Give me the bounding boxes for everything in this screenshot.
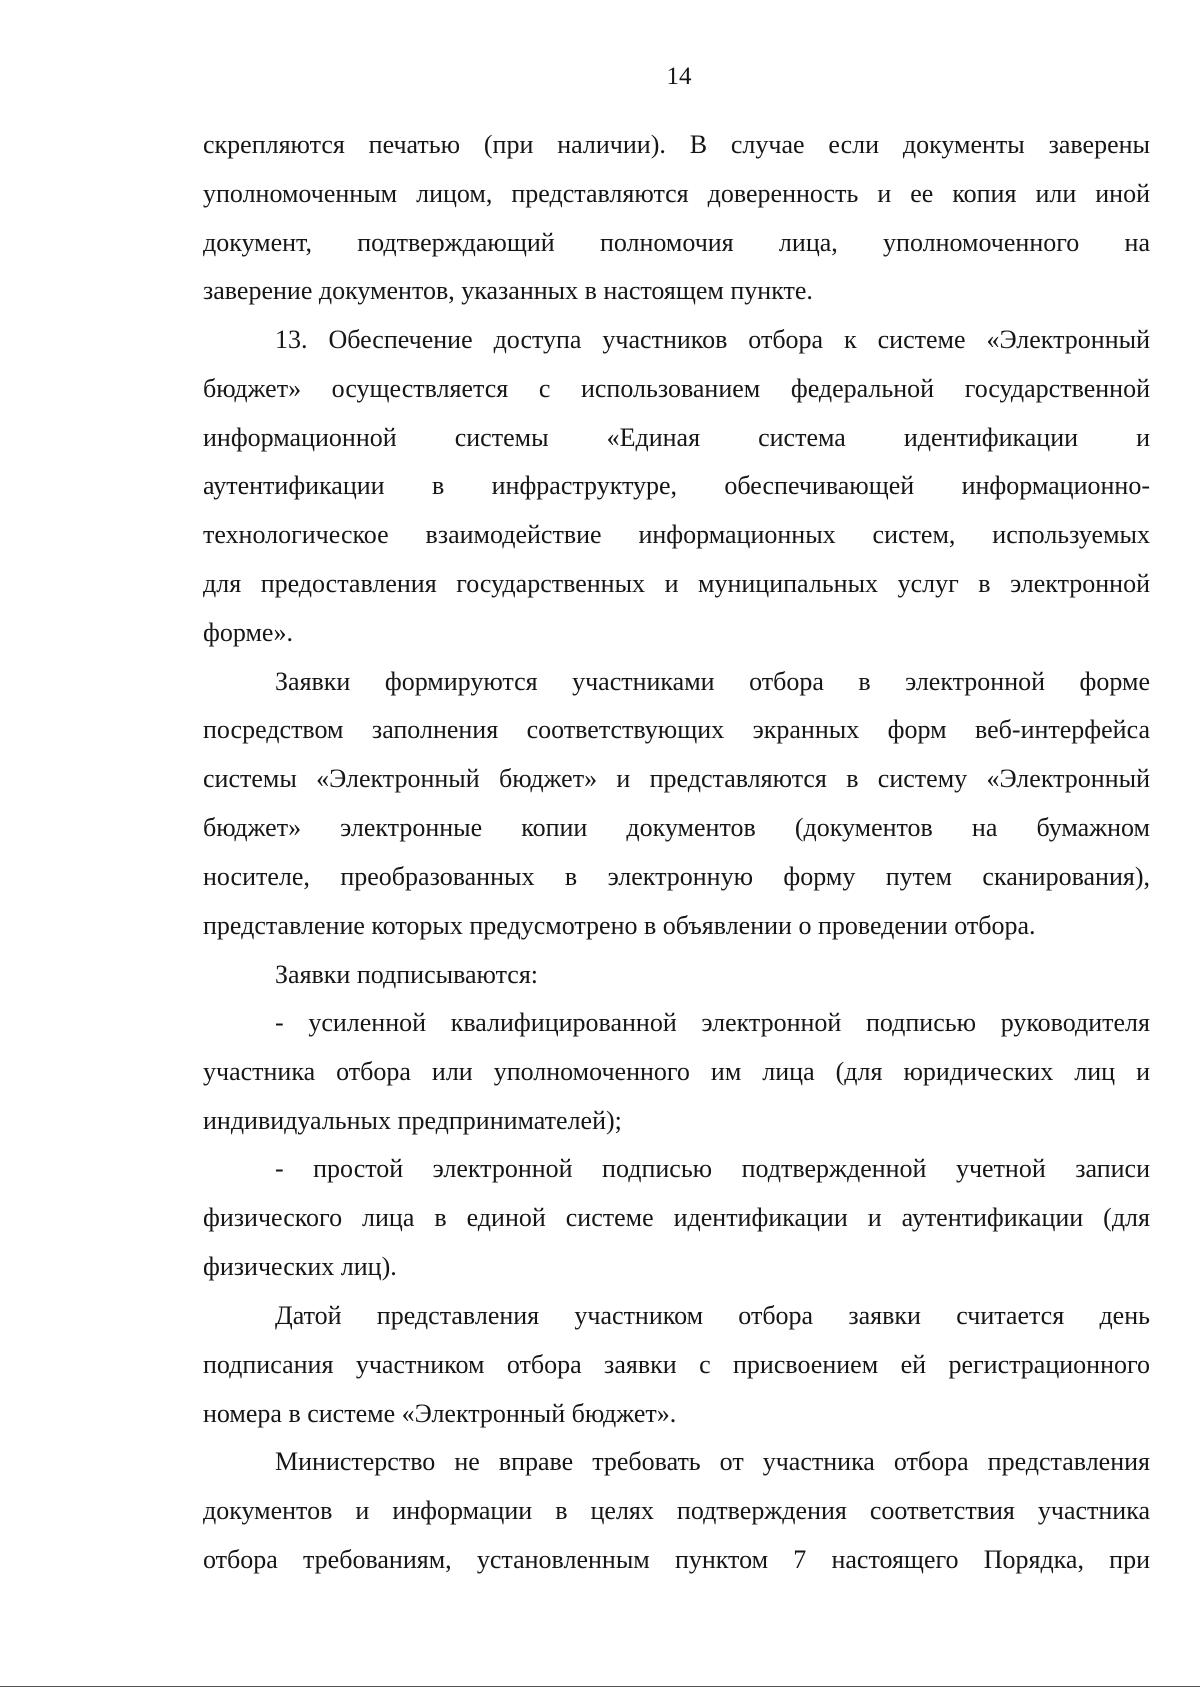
text-line: бюджет» осуществляется с использованием федеральной государственной <box>203 374 1150 403</box>
text-line: Министерство не вправе требовать от участника отбора представления <box>275 1447 1150 1476</box>
text-line: индивидуальных предпринимателей); <box>203 1106 622 1135</box>
scan-bottom-edge <box>0 1686 1200 1687</box>
text-line: 13. Обеспечение доступа участников отбора к системе «Электронный <box>275 325 1150 354</box>
text-line: отбора требованиям, установленным пунктом 7 настоящего Порядка, при <box>203 1545 1150 1574</box>
text-line: Заявки подписываются: <box>275 960 539 989</box>
text-line: посредством заполнения соответствующих экранных форм веб-интерфейса <box>203 715 1150 744</box>
text-line: - простой электронной подписью подтвержденной учетной записи <box>275 1154 1150 1183</box>
text-line: номера в системе «Электронный бюджет». <box>203 1399 677 1428</box>
text-line: системы «Электронный бюджет» и представляются в систему «Электронный <box>203 764 1150 793</box>
text-line: информационной системы «Единая система идентификации и <box>203 423 1150 452</box>
text-line: для предоставления государственных и муниципальных услуг в электронной <box>203 569 1150 598</box>
page-number: 14 <box>666 63 692 90</box>
text-line: уполномоченным лицом, представляются доверенность и ее копия или иной <box>203 179 1150 208</box>
text-line: заверение документов, указанных в настоящем пункте. <box>203 276 813 305</box>
text-line: Заявки формируются участниками отбора в электронной форме <box>275 667 1150 696</box>
text-line: технологическое взаимодействие информационных систем, используемых <box>203 520 1150 549</box>
text-line: - усиленной квалифицированной электронной подписью руководителя <box>275 1008 1150 1037</box>
text-line: физического лица в единой системе идентификации и аутентификации (для <box>203 1203 1150 1232</box>
text-line: документ, подтверждающий полномочия лица, уполномоченного на <box>203 228 1150 257</box>
text-line: представление которых предусмотрено в объявлении о проведении отбора. <box>203 911 1036 940</box>
text-line: Датой представления участником отбора заявки считается день <box>275 1301 1150 1330</box>
text-line: скрепляются печатью (при наличии). В случае если документы заверены <box>203 130 1150 159</box>
text-line: бюджет» электронные копии документов (документов на бумажном <box>203 813 1150 842</box>
text-line: физических лиц). <box>203 1252 397 1281</box>
text-line: форме». <box>203 618 293 647</box>
text-line: участника отбора или уполномоченного им лица (для юридических лиц и <box>203 1057 1150 1086</box>
text-line: носителе, преобразованных в электронную форму путем сканирования), <box>203 862 1150 891</box>
text-line: аутентификации в инфраструктуре, обеспечивающей информационно- <box>203 471 1150 500</box>
text-line: документов и информации в целях подтверждения соответствия участника <box>203 1496 1150 1525</box>
text-line: подписания участником отбора заявки с присвоением ей регистрационного <box>203 1350 1150 1379</box>
